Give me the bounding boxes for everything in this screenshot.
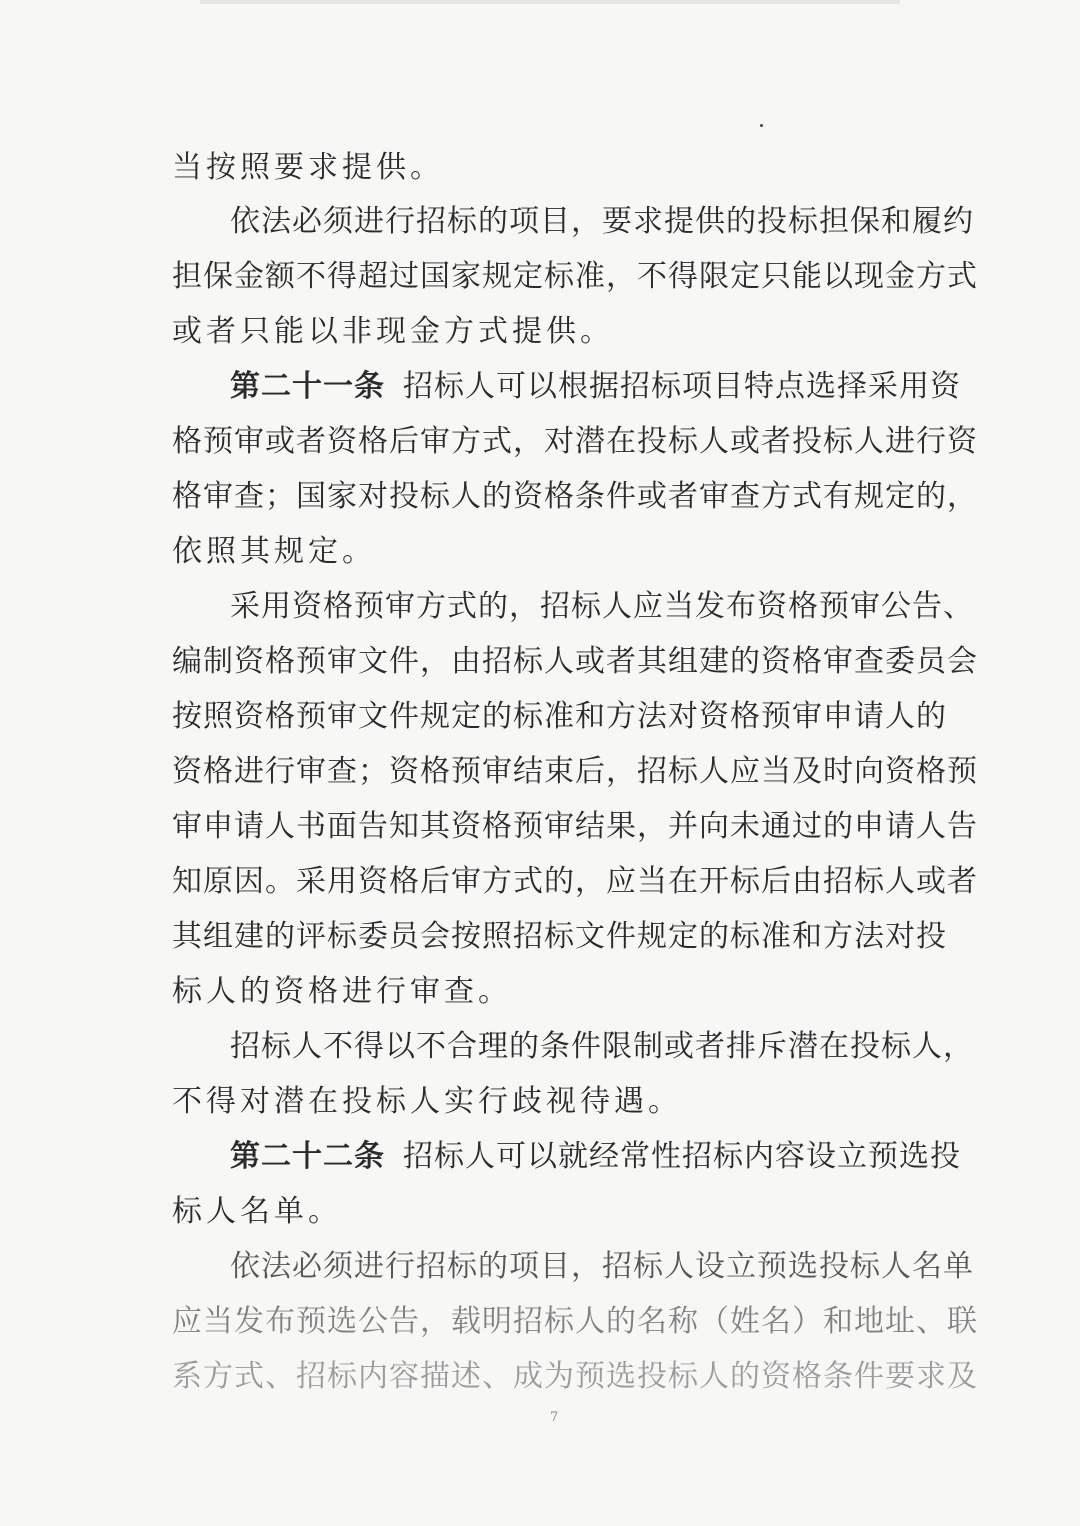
text-line: 采用资格预审方式的，招标人应当发布资格预审公告、 (230, 589, 974, 624)
scan-speck (760, 124, 763, 127)
page-number: 7 (550, 1410, 559, 1425)
text-line: 依法必须进行招标的项目，要求提供的投标担保和履约 (230, 204, 974, 239)
text-line: 或者只能以非现金方式提供。 (172, 314, 614, 349)
text-line: 依法必须进行招标的项目，招标人设立预选投标人名单 (230, 1249, 974, 1284)
text-line: 资格进行审查；资格预审结束后，招标人应当及时向资格预 (172, 754, 978, 789)
article-21-line (230, 367, 961, 407)
article-21-title: 第二十一条 (230, 369, 385, 404)
article-21-text: 招标人可以根据招标项目特点选择采用资 (403, 369, 961, 404)
text-line: 标人的资格进行审查。 (172, 974, 512, 1009)
text-line: 格预审或者资格后审方式，对潜在投标人或者投标人进行资 (172, 424, 978, 459)
text-line: 不得对潜在投标人实行歧视待遇。 (172, 1084, 682, 1119)
text-line: 格审查；国家对投标人的资格条件或者审查方式有规定的， (172, 479, 978, 514)
text-line: 招标人不得以不合理的条件限制或者排斥潜在投标人， (230, 1029, 974, 1064)
text-line: 知原因。采用资格后审方式的，应当在开标后由招标人或者 (172, 864, 978, 899)
scan-edge-mark (200, 0, 900, 4)
text-line: 应当发布预选公告，载明招标人的名称（姓名）和地址、联 (172, 1304, 978, 1339)
text-line: 其组建的评标委员会按照招标文件规定的标准和方法对投 (172, 919, 947, 954)
text-line: 审申请人书面告知其资格预审结果，并向未通过的申请人告 (172, 809, 978, 844)
text-line: 标人名单。 (172, 1194, 342, 1229)
text-line: 系方式、招标内容描述、成为预选投标人的资格条件要求及 (172, 1359, 978, 1394)
text-line: 编制资格预审文件，由招标人或者其组建的资格审查委员会 (172, 644, 978, 679)
text-line: 担保金额不得超过国家规定标准，不得限定只能以现金方式 (172, 259, 978, 294)
article-22-text: 招标人可以就经常性招标内容设立预选投 (403, 1139, 961, 1174)
text-line: 依照其规定。 (172, 534, 376, 569)
article-22-line (230, 1137, 961, 1177)
text-line: 当按照要求提供。 (172, 150, 444, 185)
text-line: 按照资格预审文件规定的标准和方法对资格预审申请人的 (172, 699, 947, 734)
article-22-title: 第二十二条 (230, 1139, 385, 1174)
